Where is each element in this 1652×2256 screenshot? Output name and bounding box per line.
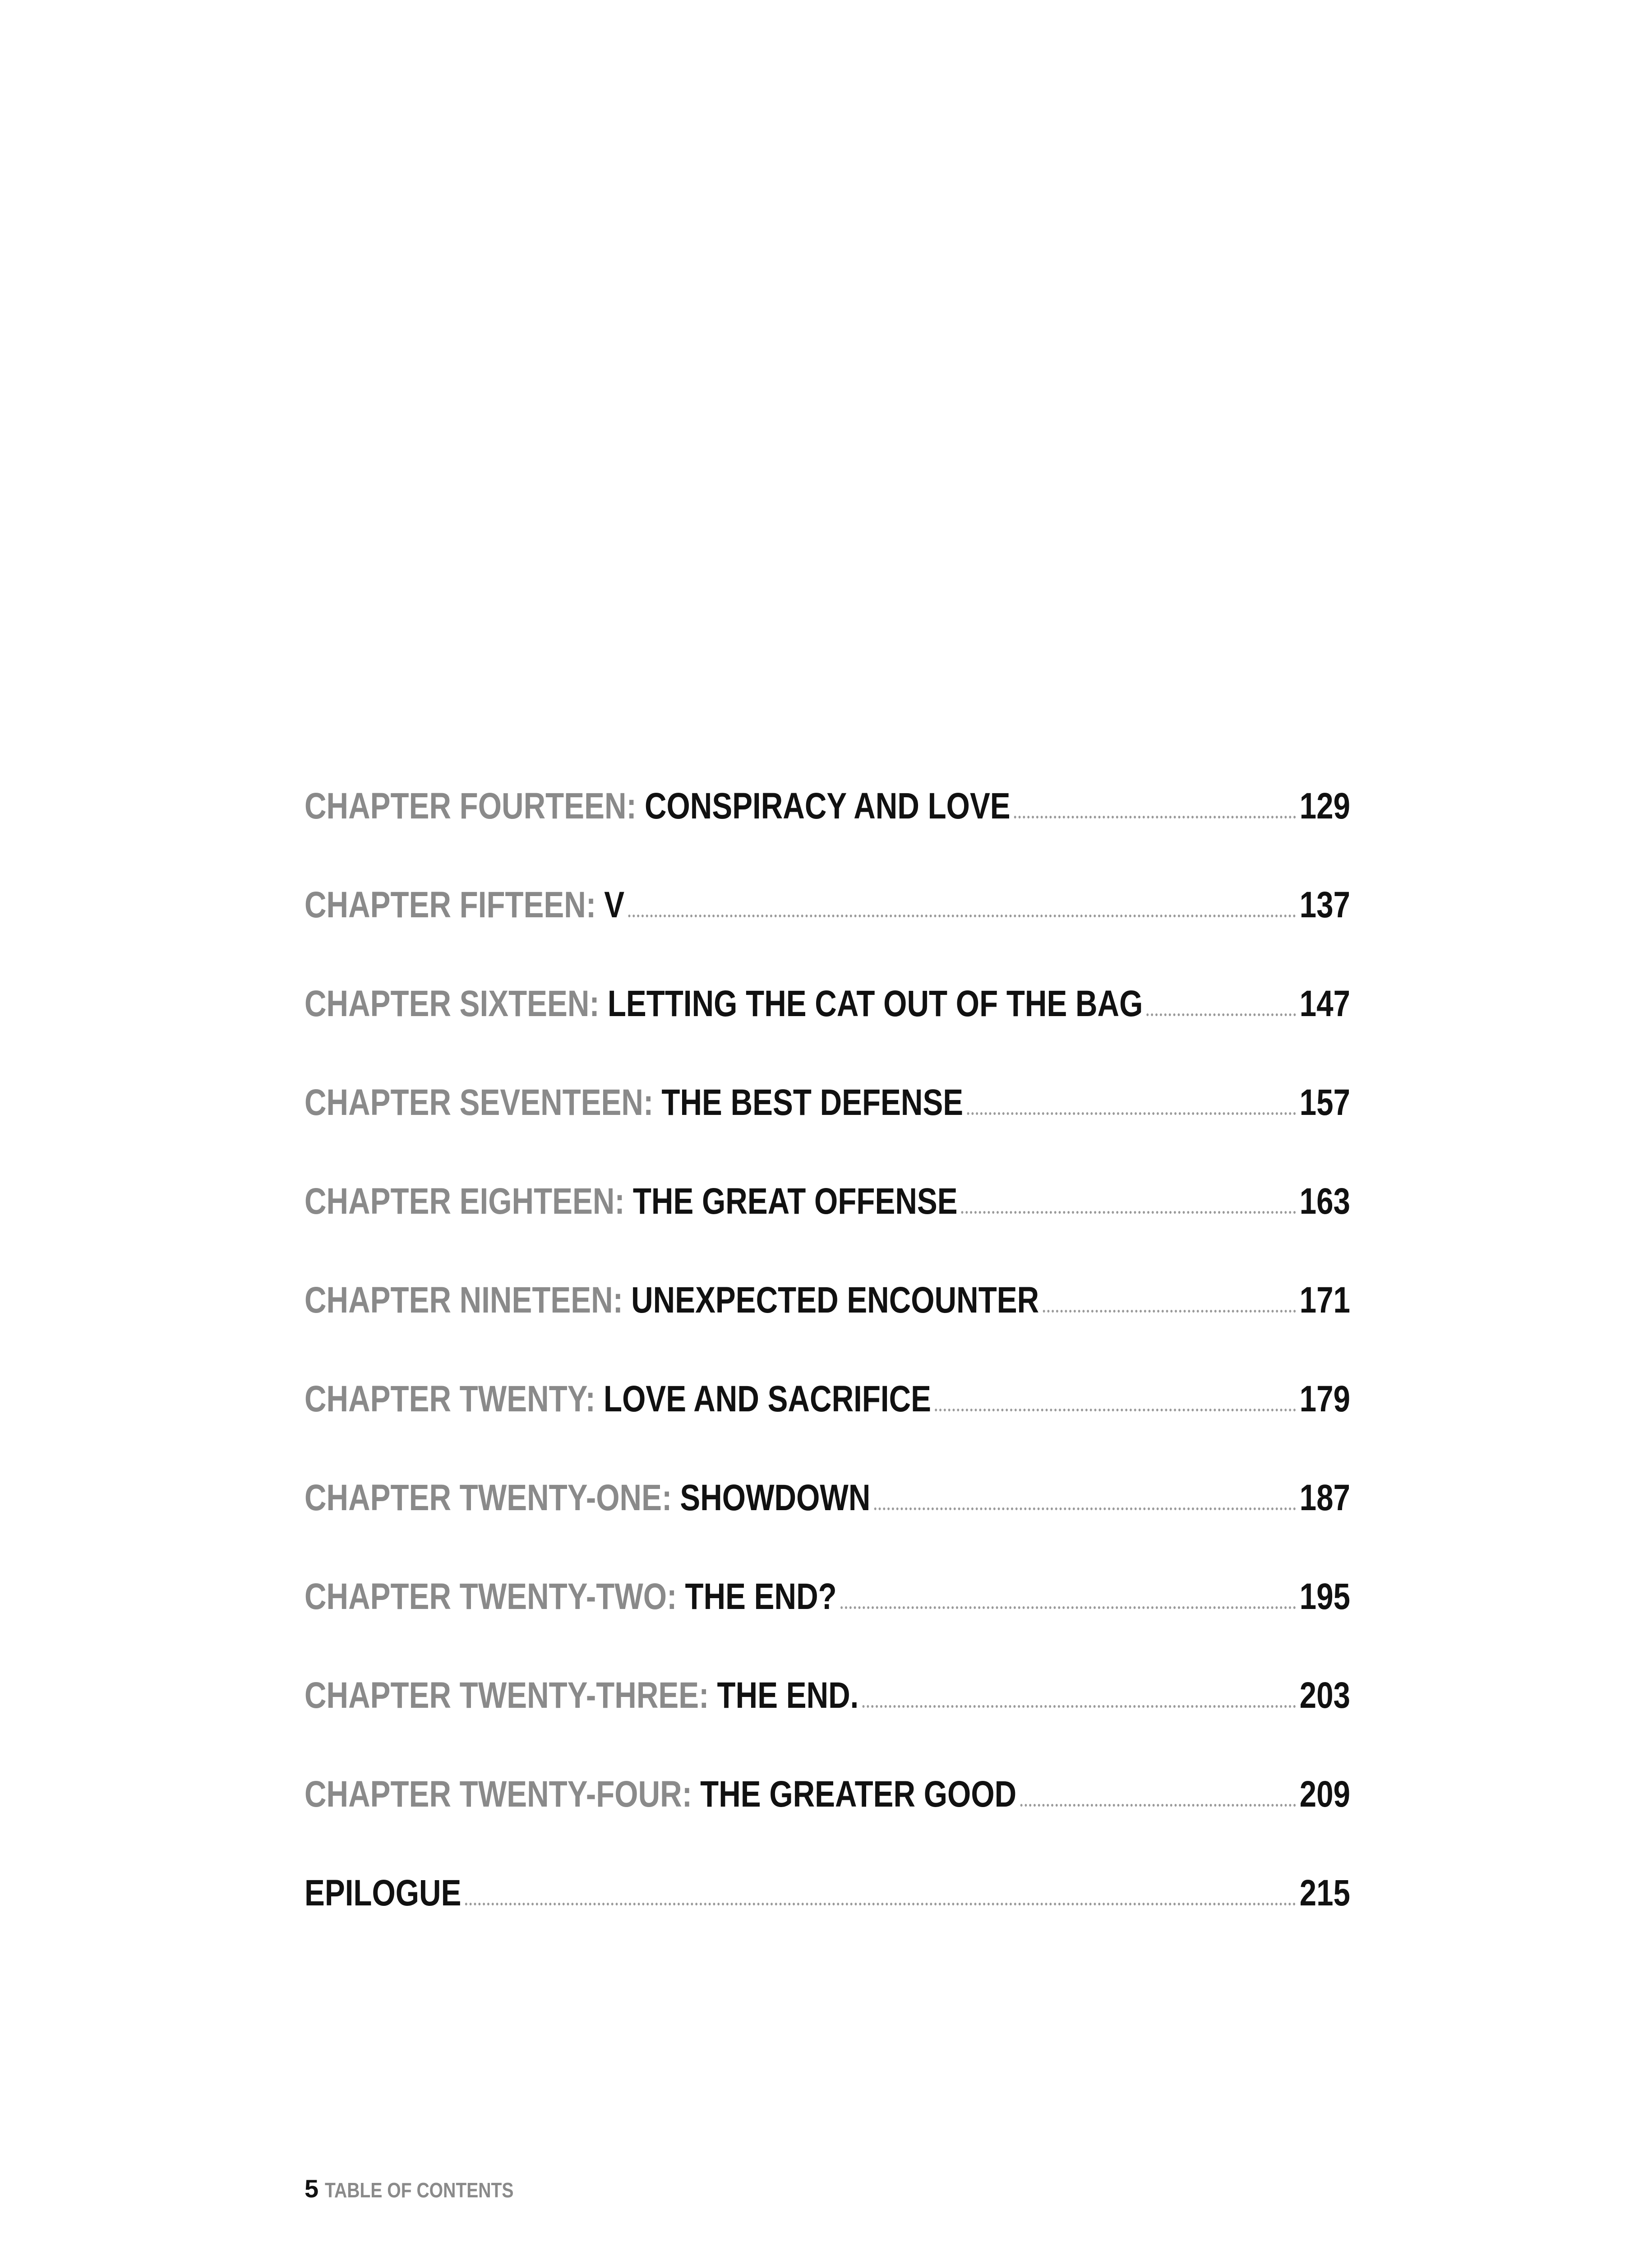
toc-entry-epilogue[interactable] [305,1872,1355,1922]
toc-entry-chapter-eighteen[interactable] [305,1180,1355,1230]
chapter-title: UNEXPECTED ENCOUNTER [631,1280,1039,1321]
chapter-page-number: 209 [1299,1774,1350,1815]
dot-leader [840,1606,1296,1609]
dot-leader [1147,1013,1296,1016]
chapter-page-number: 195 [1299,1576,1350,1617]
footer-page-number: 5 [305,2174,319,2203]
dot-leader [465,1903,1296,1905]
toc-entry-chapter-twenty-three[interactable] [305,1674,1355,1724]
dot-leader [935,1409,1296,1411]
chapter-title: LOVE AND SACRIFICE [603,1378,931,1419]
dot-leader [874,1507,1296,1510]
toc-entry-chapter-twenty-one[interactable] [305,1477,1355,1526]
chapter-page-number: 163 [1299,1181,1350,1222]
chapter-prefix: CHAPTER SIXTEEN: [305,983,600,1024]
chapter-prefix: CHAPTER TWENTY-TWO: [305,1576,677,1617]
chapter-title: SHOWDOWN [680,1477,871,1518]
toc-entry-chapter-twenty[interactable] [305,1378,1355,1428]
chapter-prefix: CHAPTER TWENTY-FOUR: [305,1774,692,1815]
chapter-page-number: 179 [1299,1378,1350,1419]
chapter-prefix: CHAPTER NINETEEN: [305,1280,623,1321]
chapter-page-number: 215 [1299,1872,1350,1914]
chapter-prefix: CHAPTER FOURTEEN: [305,786,637,827]
chapter-page-number: 147 [1299,983,1350,1024]
toc-entry-chapter-nineteen[interactable] [305,1279,1355,1329]
chapter-title: THE END? [685,1576,837,1617]
chapter-page-number: 203 [1299,1675,1350,1716]
dot-leader [1014,816,1296,818]
toc-entry-chapter-sixteen[interactable] [305,983,1355,1032]
dot-leader [1043,1310,1296,1313]
chapter-prefix: CHAPTER TWENTY-ONE: [305,1477,672,1518]
toc-entry-chapter-fourteen[interactable] [305,785,1355,835]
chapter-title: CONSPIRACY AND LOVE [644,786,1011,827]
toc-entry-chapter-twenty-two[interactable] [305,1576,1355,1625]
chapter-prefix: CHAPTER EIGHTEEN: [305,1181,625,1222]
toc-entry-chapter-fifteen[interactable] [305,884,1355,934]
chapter-title: THE END. [717,1675,859,1716]
chapter-title: V [604,884,625,925]
dot-leader [1020,1804,1296,1807]
chapter-prefix: CHAPTER TWENTY-THREE: [305,1675,709,1716]
chapter-prefix: CHAPTER TWENTY: [305,1378,595,1419]
table-of-contents [305,785,1356,1971]
toc-entry-chapter-twenty-four[interactable] [305,1773,1355,1823]
chapter-page-number: 157 [1299,1082,1350,1123]
chapter-page-number: 171 [1299,1280,1350,1321]
toc-entry-chapter-seventeen[interactable] [305,1082,1355,1131]
chapter-prefix: CHAPTER FIFTEEN: [305,884,596,925]
chapter-prefix: CHAPTER SEVENTEEN: [305,1082,654,1123]
chapter-page-number: 187 [1299,1477,1350,1518]
chapter-title: LETTING THE CAT OUT OF THE BAG [607,983,1143,1024]
dot-leader [863,1705,1296,1708]
chapter-title: EPILOGUE [305,1872,461,1914]
page-footer [305,2174,547,2203]
chapter-title: THE GREATER GOOD [700,1774,1017,1815]
dot-leader [967,1112,1296,1115]
chapter-title: THE BEST DEFENSE [661,1082,964,1123]
footer-section-label: TABLE OF CONTENTS [325,2178,514,2202]
dot-leader [628,915,1296,917]
chapter-page-number: 137 [1299,884,1350,925]
chapter-title: THE GREAT OFFENSE [632,1181,958,1222]
dot-leader [961,1211,1296,1214]
chapter-page-number: 129 [1299,786,1350,827]
